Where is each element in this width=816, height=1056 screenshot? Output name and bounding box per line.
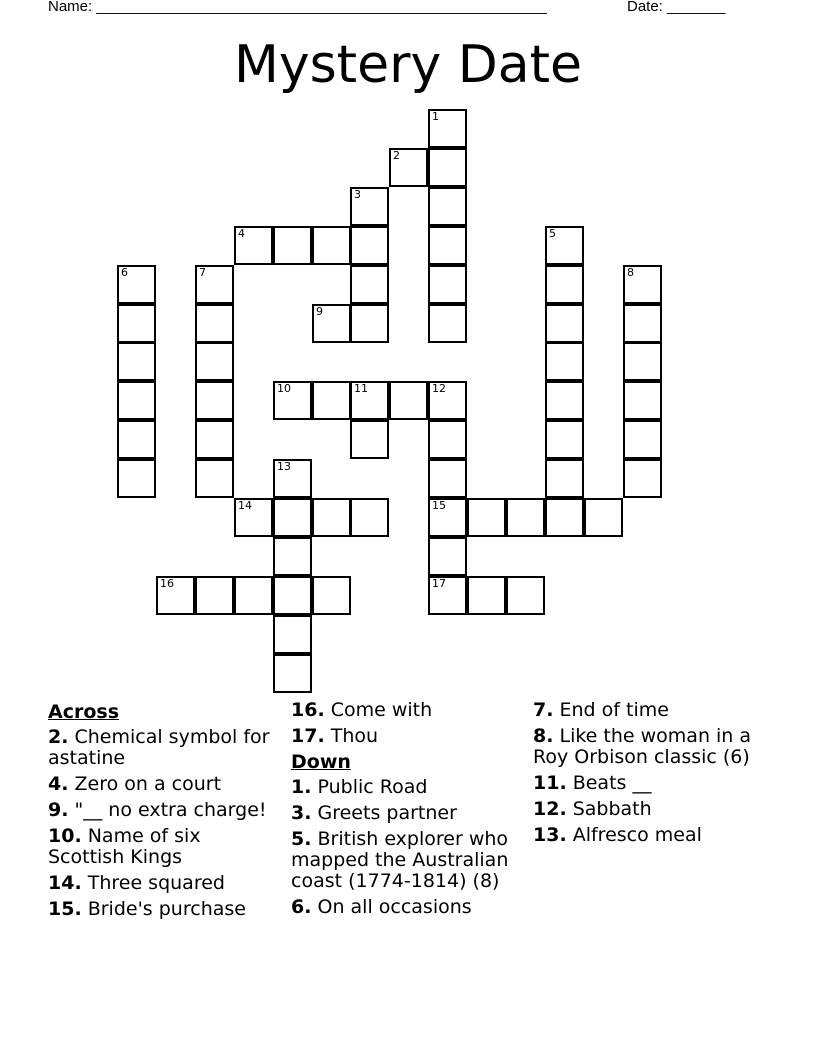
down-clue-list xyxy=(291,777,523,918)
clue-item xyxy=(291,829,523,892)
grid-cell[interactable] xyxy=(234,576,273,615)
grid-cell[interactable] xyxy=(156,576,195,615)
clue-text: Thou xyxy=(324,725,379,747)
grid-cell[interactable] xyxy=(195,304,234,343)
clue-item xyxy=(533,799,773,820)
clue-number: 9. xyxy=(48,799,69,821)
grid-cell[interactable] xyxy=(117,381,156,420)
grid-cell[interactable] xyxy=(312,381,351,420)
clue-text: Three squared xyxy=(81,872,225,894)
grid-cell[interactable] xyxy=(545,381,584,420)
clue-number: 17. xyxy=(291,725,325,747)
clue-item xyxy=(533,700,773,721)
grid-cell[interactable] xyxy=(506,498,545,537)
clue-text: Chemical symbol for astatine xyxy=(48,726,270,769)
across-clue-list xyxy=(48,727,280,920)
clue-text: Greets partner xyxy=(311,802,457,824)
grid-cell[interactable] xyxy=(350,498,389,537)
grid-cell[interactable] xyxy=(428,459,467,498)
grid-cell[interactable] xyxy=(273,654,312,693)
grid-cell[interactable] xyxy=(195,342,234,381)
clue-item xyxy=(533,726,773,768)
grid-cell[interactable] xyxy=(273,381,312,420)
grid-cell[interactable] xyxy=(623,304,662,343)
clue-number: 3 xyxy=(354,188,361,201)
grid-cell[interactable] xyxy=(195,459,234,498)
grid-cell[interactable] xyxy=(350,187,389,226)
clue-number: 10. xyxy=(48,825,82,847)
clue-number: 16. xyxy=(291,699,325,721)
clue-number: 8. xyxy=(533,725,554,747)
page-title: Mystery Date xyxy=(233,35,583,95)
clue-number: 7. xyxy=(533,699,554,721)
clue-text: British explorer who mapped the Australian coast (1774-1814) (8) xyxy=(291,828,509,892)
down-clue-list-continued xyxy=(533,700,773,846)
clue-number: 1 xyxy=(432,110,439,123)
grid-cell[interactable] xyxy=(117,420,156,459)
clue-item xyxy=(533,825,773,846)
grid-cell[interactable] xyxy=(428,109,467,148)
clue-number: 11 xyxy=(354,382,368,395)
clue-item xyxy=(291,700,523,721)
grid-cell[interactable] xyxy=(623,265,662,304)
clue-number: 3. xyxy=(291,802,312,824)
grid-cell[interactable] xyxy=(545,498,584,537)
clue-number: 14 xyxy=(238,499,252,512)
clue-text: Bride's purchase xyxy=(81,898,246,920)
grid-cell[interactable] xyxy=(234,498,273,537)
clue-text: On all occasions xyxy=(311,896,472,918)
clue-text: "__ no extra charge! xyxy=(68,799,267,821)
clue-text: Come with xyxy=(324,699,433,721)
grid-cell[interactable] xyxy=(506,576,545,615)
clue-text: Beats __ xyxy=(566,772,652,794)
clue-number: 6 xyxy=(121,266,128,279)
clue-number: 12 xyxy=(432,382,446,395)
clue-column-1 xyxy=(48,700,280,925)
grid-cell[interactable] xyxy=(195,381,234,420)
grid-cell[interactable] xyxy=(428,265,467,304)
clue-number: 1. xyxy=(291,776,312,798)
clue-text: End of time xyxy=(553,699,669,721)
clue-column-2 xyxy=(291,700,523,923)
grid-cell[interactable] xyxy=(545,304,584,343)
clue-number: 4 xyxy=(238,227,245,240)
grid-cell[interactable] xyxy=(312,304,351,343)
grid-cell[interactable] xyxy=(117,342,156,381)
grid-cell[interactable] xyxy=(623,342,662,381)
date-field-label: Date: _______ xyxy=(627,0,726,15)
clue-text: Name of six Scottish Kings xyxy=(48,825,201,868)
grid-cell[interactable] xyxy=(195,576,234,615)
clue-number: 12. xyxy=(533,798,567,820)
grid-cell[interactable] xyxy=(623,420,662,459)
grid-cell[interactable] xyxy=(389,148,428,187)
grid-cell[interactable] xyxy=(584,498,623,537)
clue-text: Zero on a court xyxy=(68,773,222,795)
clue-column-3 xyxy=(533,700,773,851)
grid-cell[interactable] xyxy=(273,537,312,576)
clue-item xyxy=(291,897,523,918)
grid-cell[interactable] xyxy=(312,498,351,537)
grid-cell[interactable] xyxy=(350,265,389,304)
name-field-label: Name: ______________________________________________________ xyxy=(48,0,547,15)
grid-cell[interactable] xyxy=(350,381,389,420)
clue-number: 11. xyxy=(533,772,567,794)
grid-cell[interactable] xyxy=(273,498,312,537)
grid-cell[interactable] xyxy=(428,537,467,576)
clue-item xyxy=(291,726,523,747)
clue-number: 13 xyxy=(277,460,291,473)
grid-cell[interactable] xyxy=(428,226,467,265)
clue-text: Public Road xyxy=(311,776,428,798)
across-heading: Across xyxy=(48,701,120,723)
clue-item xyxy=(48,873,280,894)
grid-cell[interactable] xyxy=(545,342,584,381)
clue-number: 7 xyxy=(199,266,206,279)
clue-item xyxy=(48,727,280,769)
clue-text: Alfresco meal xyxy=(566,824,702,846)
grid-cell[interactable] xyxy=(467,576,506,615)
clue-number: 2. xyxy=(48,726,69,748)
clue-item xyxy=(48,899,280,920)
grid-cell[interactable] xyxy=(623,459,662,498)
grid-cell[interactable] xyxy=(467,498,506,537)
clue-number: 6. xyxy=(291,896,312,918)
grid-cell[interactable] xyxy=(428,187,467,226)
clue-number: 8 xyxy=(627,266,634,279)
grid-cell[interactable] xyxy=(545,226,584,265)
clue-number: 16 xyxy=(160,577,174,590)
clue-item xyxy=(291,777,523,798)
grid-cell[interactable] xyxy=(350,420,389,459)
clue-number: 15. xyxy=(48,898,82,920)
clue-item xyxy=(533,773,773,794)
grid-cell[interactable] xyxy=(545,420,584,459)
grid-cell[interactable] xyxy=(623,381,662,420)
grid-cell[interactable] xyxy=(428,304,467,343)
grid-cell[interactable] xyxy=(312,576,351,615)
clue-number: 14. xyxy=(48,872,82,894)
grid-cell[interactable] xyxy=(428,420,467,459)
clue-item xyxy=(48,774,280,795)
grid-cell[interactable] xyxy=(350,304,389,343)
grid-cell[interactable] xyxy=(273,576,312,615)
grid-cell[interactable] xyxy=(273,615,312,654)
clue-number: 2 xyxy=(393,149,400,162)
clue-number: 10 xyxy=(277,382,291,395)
clue-number: 15 xyxy=(432,499,446,512)
grid-cell[interactable] xyxy=(117,459,156,498)
clue-number: 13. xyxy=(533,824,567,846)
grid-cell[interactable] xyxy=(117,265,156,304)
grid-cell[interactable] xyxy=(428,498,467,537)
grid-cell[interactable] xyxy=(273,226,312,265)
grid-cell[interactable] xyxy=(428,576,467,615)
clue-text: Like the woman in a Roy Orbison classic (6) xyxy=(533,725,752,768)
grid-cell[interactable] xyxy=(312,226,351,265)
down-heading: Down xyxy=(291,751,351,773)
clue-number: 5. xyxy=(291,828,312,850)
clue-number: 5 xyxy=(549,227,556,240)
clue-number: 9 xyxy=(316,305,323,318)
grid-cell[interactable] xyxy=(273,459,312,498)
grid-cell[interactable] xyxy=(389,381,428,420)
grid-cell[interactable] xyxy=(350,226,389,265)
grid-cell[interactable] xyxy=(545,459,584,498)
grid-cell[interactable] xyxy=(428,148,467,187)
clue-text: Sabbath xyxy=(566,798,652,820)
grid-cell[interactable] xyxy=(545,265,584,304)
clue-item xyxy=(48,800,280,821)
clue-item xyxy=(291,803,523,824)
across-clue-list-continued xyxy=(291,700,523,747)
grid-cell[interactable] xyxy=(195,265,234,304)
grid-cell[interactable] xyxy=(234,226,273,265)
clue-item xyxy=(48,826,280,868)
clue-number: 17 xyxy=(432,577,446,590)
grid-cell[interactable] xyxy=(117,304,156,343)
clue-number: 4. xyxy=(48,773,69,795)
grid-cell[interactable] xyxy=(428,381,467,420)
grid-cell[interactable] xyxy=(195,420,234,459)
